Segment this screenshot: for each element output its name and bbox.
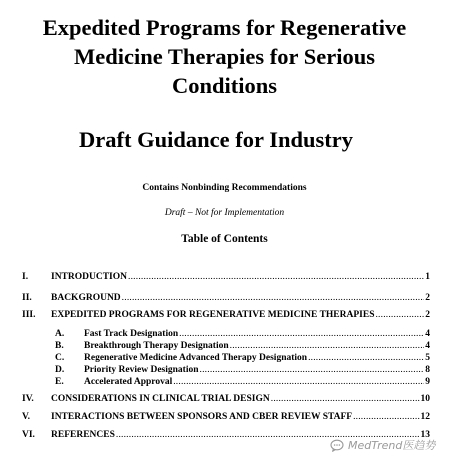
toc-label: INTERACTIONS BETWEEN SPONSORS AND CBER REVIEW STAFF <box>51 412 353 422</box>
toc-number: IV. <box>22 394 34 404</box>
toc-page-number: 2 <box>425 310 430 320</box>
toc-page-number: 2 <box>425 293 430 303</box>
toc-label: BACKGROUND <box>51 293 121 303</box>
toc-entry-introduction[interactable] <box>0 271 449 284</box>
watermark <box>330 436 435 454</box>
toc-page-number: 4 <box>425 341 430 351</box>
document-title-line-3: Conditions <box>171 73 278 98</box>
toc-page-number: 5 <box>425 353 430 363</box>
toc-number: C. <box>55 353 65 363</box>
toc-number: D. <box>55 365 65 375</box>
toc-page-number: 13 <box>420 430 430 440</box>
toc-entry-background[interactable] <box>0 292 449 305</box>
toc-label: CONSIDERATIONS IN CLINICAL TRIAL DESIGN <box>51 394 270 404</box>
toc-number: III. <box>22 310 36 320</box>
toc-label: Fast Track Designation <box>84 329 179 339</box>
toc-number: V. <box>22 412 31 422</box>
toc-heading: Table of Contents <box>181 233 268 245</box>
toc-label: EXPEDITED PROGRAMS FOR REGENERATIVE MEDICINE THERAPIES <box>51 310 375 320</box>
toc-leader-dots <box>128 271 424 284</box>
draft-notice: Draft – Not for Implementation <box>164 208 285 218</box>
toc-number: A. <box>55 329 65 339</box>
toc-label: Accelerated Approval <box>84 377 173 387</box>
toc-page-number: 8 <box>425 365 430 375</box>
toc-entry-sponsor-interactions[interactable] <box>0 411 449 424</box>
toc-number: B. <box>55 341 64 351</box>
toc-leader-dots <box>173 376 424 389</box>
toc-leader-dots <box>375 309 424 322</box>
toc-page-number: 4 <box>425 329 430 339</box>
toc-number: I. <box>22 272 29 282</box>
toc-entry-accelerated-approval[interactable] <box>0 376 449 389</box>
toc-entry-expedited-programs[interactable] <box>0 309 449 322</box>
watermark-text: MedTrend医趋势 <box>348 439 436 452</box>
toc-leader-dots <box>122 292 425 305</box>
toc-label: INTRODUCTION <box>51 272 128 282</box>
toc-label: REFERENCES <box>51 430 115 440</box>
toc-page-number: 9 <box>425 377 430 387</box>
toc-number: VI. <box>22 430 35 440</box>
document-title-line-2: Medicine Therapies for Serious <box>73 44 376 69</box>
toc-page-number: 1 <box>425 272 430 282</box>
toc-number: II. <box>22 293 32 303</box>
toc-page-number: 10 <box>420 394 430 404</box>
document-title <box>0 13 449 100</box>
chat-bubble-icon <box>330 439 344 452</box>
toc-leader-dots <box>271 393 420 406</box>
toc-number: E. <box>55 377 64 387</box>
toc-label: Breakthrough Therapy Designation <box>84 341 229 351</box>
toc-leader-dots <box>353 411 419 424</box>
document-title-line-1: Expedited Programs for Regenerative <box>42 15 407 40</box>
document-subtitle: Draft Guidance for Industry <box>79 127 353 152</box>
nonbinding-notice: Contains Nonbinding Recommendations <box>142 183 307 193</box>
toc-page-number: 12 <box>420 412 430 422</box>
toc-label: Priority Review Designation <box>84 365 199 375</box>
toc-entry-clinical-trial-design[interactable] <box>0 393 449 406</box>
toc-label: Regenerative Medicine Advanced Therapy Designation <box>84 353 308 363</box>
